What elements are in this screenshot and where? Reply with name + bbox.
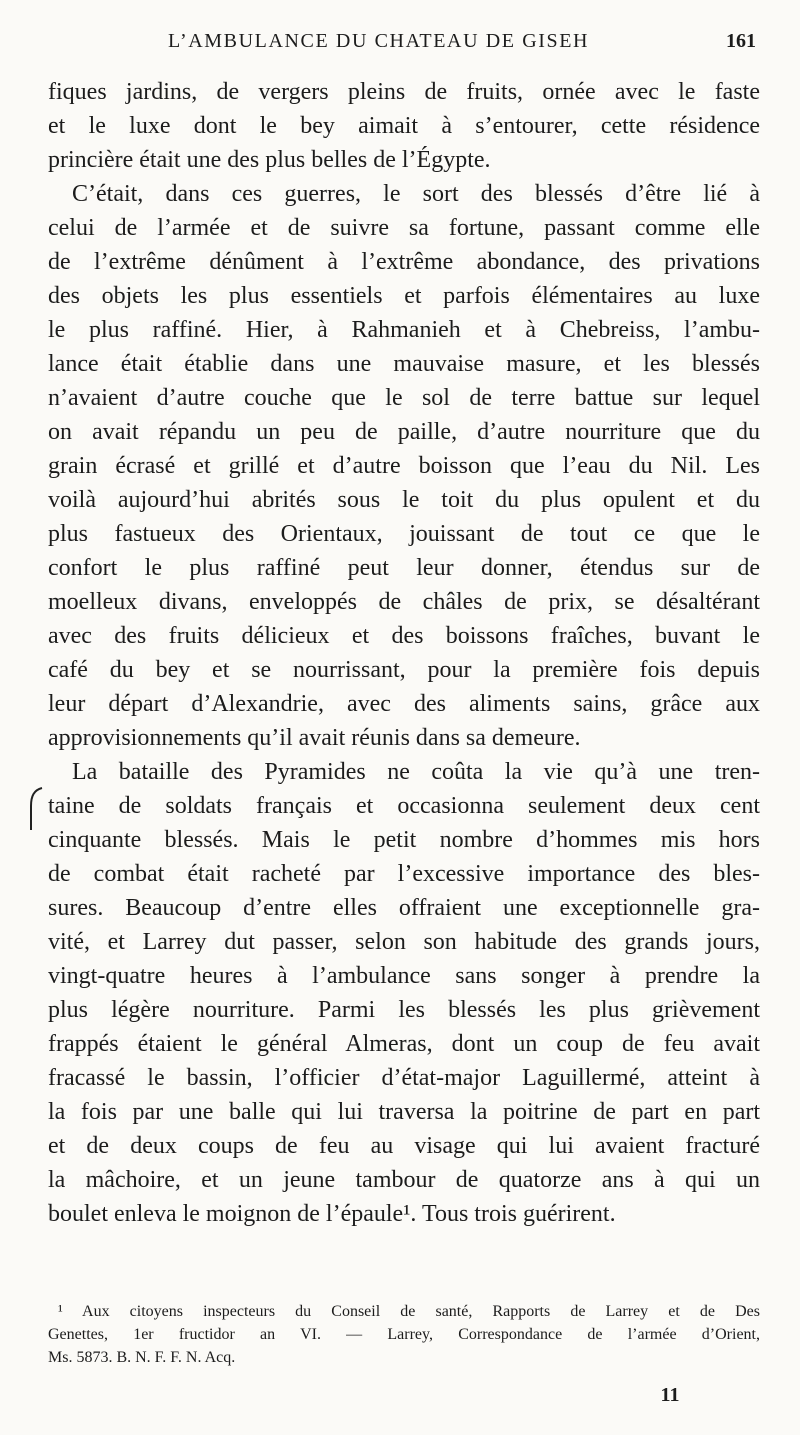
text-line: approvisionnements qu’il avait réunis dans sa demeure.: [48, 725, 581, 751]
text-line: et le luxe dont le bey aimait à s’entourer, cette résidence: [48, 113, 760, 139]
text-line: celui de l’armée et de suivre sa fortune, passant comme elle: [48, 215, 760, 241]
text-line: vité, et Larrey dut passer, selon son habitude des grands jours,: [48, 929, 760, 955]
text-line: grain écrasé et grillé et d’autre boisson que l’eau du Nil. Les: [48, 453, 760, 479]
text-line: la fois par une balle qui lui traversa la poitrine de part en part: [48, 1099, 760, 1125]
text-line: le plus raffiné. Hier, à Rahmanieh et à Chebreiss, l’ambu-: [48, 317, 760, 343]
text-line: fracassé le bassin, l’officier d’état-major Laguillermé, atteint à: [48, 1065, 760, 1091]
page-number: 161: [726, 30, 756, 52]
text-line: sures. Beaucoup d’entre elles offraient une exceptionnelle gra-: [48, 895, 760, 921]
signature-mark: 11: [660, 1384, 680, 1406]
text-line: de l’extrême dénûment à l’extrême abondance, des privations: [48, 249, 760, 275]
text-line: voilà aujourd’hui abrités sous le toit du plus opulent et du: [48, 487, 760, 513]
paragraph: [48, 177, 760, 755]
text-line: avec des fruits délicieux et des boissons fraîches, buvant le: [48, 623, 760, 649]
text-line: moelleux divans, enveloppés de châles de prix, se désaltérant: [48, 589, 760, 615]
footnote-line: Genettes, 1er fructidor an VI. — Larrey, Correspondance de l’armée d’Orient,: [48, 1326, 760, 1343]
text-line: C’était, dans ces guerres, le sort des blessés d’être lié à: [72, 181, 760, 207]
text-line: lance était établie dans une mauvaise masure, et les blessés: [48, 351, 760, 377]
text-line: des objets les plus essentiels et parfois élémentaires au luxe: [48, 283, 760, 309]
text-line: princière était une des plus belles de l’Égypte.: [48, 147, 491, 173]
running-head: [48, 30, 760, 60]
text-line: frappés étaient le général Almeras, dont un coup de feu avait: [48, 1031, 760, 1057]
text-line: La bataille des Pyramides ne coûta la vie qu’à une tren-: [72, 759, 760, 785]
text-line: plus fastueux des Orientaux, jouissant de tout ce que le: [48, 521, 760, 547]
text-line: de combat était racheté par l’excessive importance des bles-: [48, 861, 760, 887]
text-line: boulet enleva le moignon de l’épaule¹. Tous trois guérirent.: [48, 1201, 616, 1227]
text-line: fiques jardins, de vergers pleins de fruits, ornée avec le faste: [48, 79, 760, 105]
text-line: cinquante blessés. Mais le petit nombre d’hommes mis hors: [48, 827, 760, 853]
text-line: vingt-quatre heures à l’ambulance sans songer à prendre la: [48, 963, 760, 989]
body-text: [48, 75, 760, 1231]
text-line: plus légère nourriture. Parmi les blessés les plus grièvement: [48, 997, 760, 1023]
text-line: taine de soldats français et occasionna seulement deux cent: [48, 793, 760, 819]
text-line: leur départ d’Alexandrie, avec des aliments sains, grâce aux: [48, 691, 760, 717]
footnote-line: ¹ Aux citoyens inspecteurs du Conseil de santé, Rapports de Larrey et de Des: [58, 1303, 760, 1320]
footnote-line: Ms. 5873. B. N. F. F. N. Acq.: [48, 1349, 236, 1366]
chapter-title: L’AMBULANCE DU CHATEAU DE GISEH: [168, 30, 590, 52]
paragraph: [48, 75, 760, 177]
text-line: on avait répandu un peu de paille, d’autre nourriture que du: [48, 419, 760, 445]
text-line: confort le plus raffiné peut leur donner, étendus sur de: [48, 555, 760, 581]
text-line: café du bey et se nourrissant, pour la première fois depuis: [48, 657, 760, 683]
text-line: et de deux coups de feu au visage qui lui avaient fracturé: [48, 1133, 760, 1159]
text-line: n’avaient d’autre couche que le sol de terre battue sur lequel: [48, 385, 760, 411]
paragraph: [48, 755, 760, 1231]
text-line: la mâchoire, et un jeune tambour de quatorze ans à qui un: [48, 1167, 760, 1193]
margin-bracket-mark: [28, 786, 44, 832]
footnote-block: [48, 1300, 760, 1369]
